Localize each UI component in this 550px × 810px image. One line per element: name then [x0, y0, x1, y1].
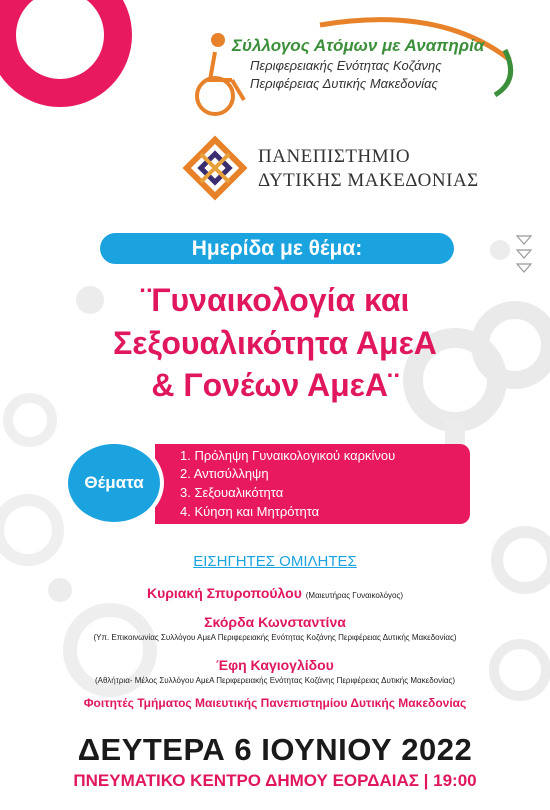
topics-label: Θέματα	[84, 473, 144, 492]
speaker-1-name: Κυριακή Σπυροπούλου	[147, 585, 302, 601]
students-line: Φοιτητές Τμήματος Μαιευτικής Πανεπιστημίου Δυτικής Μακεδονίας	[83, 696, 467, 710]
event-date: ΔΕΥΤΕΡΑ 6 ΙΟΥΝΙΟΥ 2022	[77, 732, 473, 767]
speaker-1-role: (Μαιευτήρας Γυναικολόγος)	[305, 591, 403, 600]
event-title-line-3: & Γονέων ΑμεΑ¨	[151, 367, 399, 403]
triangle-marks	[517, 236, 531, 272]
event-title-line-1: ¨Γυναικολογία και	[140, 282, 410, 318]
speaker-2-role: (Υπ. Επικοινωνίας Συλλόγου ΑμεΑ Περιφερειακής Ενότητας Κοζάνης Περιφέρειας Δυτικής Μακεδονίας)	[93, 633, 457, 642]
topic-item: 4. Κύηση και Μητρότητα	[180, 504, 320, 519]
speaker-3-role: (Αθλήτρια- Μέλος Συλλόγου ΑμεΑ Περιφερειακής Ενότητας Κοζάνης Περιφέρειας Δυτικής Μακεδονίας)	[94, 676, 456, 685]
association-name: Σύλλογος Ατόμων με Αναπηρία	[232, 36, 485, 55]
speaker-1	[0, 585, 550, 601]
speaker-2-name: Σκόρδα Κωνσταντίνα	[204, 614, 346, 630]
event-venue-time: ΠΝΕΥΜΑΤΙΚΟ ΚΕΝΤΡΟ ΔΗΜΟΥ ΕΟΡΔΑΙΑΣ | 19:00	[73, 771, 477, 790]
association-line-1: Περιφερειακής Ενότητας Κοζάνης	[250, 58, 442, 73]
event-subtitle-pill: Ημερίδα με θέμα:	[100, 233, 454, 264]
topic-item: 3. Σεξουαλικότητα	[180, 485, 284, 500]
speaker-3-name: Έφη Καγιογλίδου	[216, 657, 334, 673]
event-title-line-2: Σεξουαλικότητα ΑμεΑ	[113, 325, 437, 361]
association-line-2: Περιφέρειας Δυτικής Μακεδονίας	[250, 76, 438, 91]
university-logo-icon	[187, 140, 244, 197]
topic-item: 1. Πρόληψη Γυναικολογικού καρκίνου	[180, 448, 396, 463]
topic-item: 2. Αντισύλληψη	[180, 466, 269, 481]
pink-ring-decoration	[2, 0, 118, 93]
university-name-line-2: ΔΥΤΙΚΗΣ ΜΑΚΕΔΟΝΙΑΣ	[258, 170, 479, 191]
speakers-heading: ΕΙΣΗΓΗΤΕΣ ΟΜΙΛΗΤΕΣ	[193, 553, 357, 570]
university-name-line-1: ΠΑΝΕΠΙΣΤΗΜΙΟ	[258, 146, 411, 167]
